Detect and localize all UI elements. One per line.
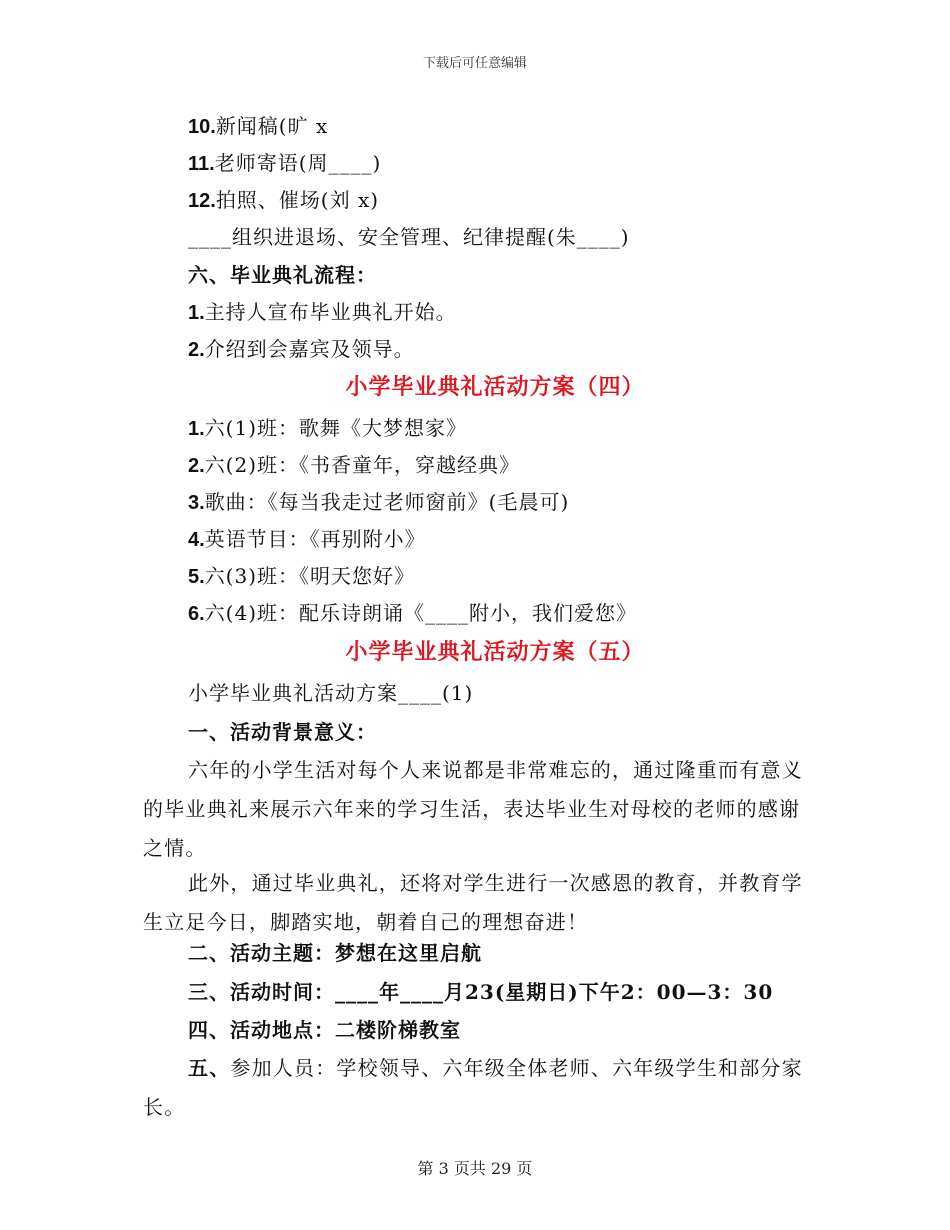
org-line: ____组织进退场、安全管理、纪律提醒(朱____) — [188, 225, 630, 249]
page-header: 下载后可任意编辑 — [422, 56, 527, 71]
section-heading: 三、活动时间：____年____月23(星期日)下午2：00—3：30 — [188, 980, 774, 1004]
list-item: 10.新闻稿(旷 x — [188, 114, 329, 138]
list-item: 1.六(1)班：歌舞《大梦想家》 — [188, 416, 468, 440]
section-heading: 一、活动背景意义： — [188, 720, 377, 744]
paragraph: 此外，通过毕业典礼，还将对学生进行一次感恩的教育，并教育学生立足今日，脚踏实地，朝着自己的理想奋进！ — [143, 871, 803, 934]
page-footer: 第 3 页共 29 页 — [417, 1159, 533, 1178]
section-heading: 六、毕业典礼流程： — [188, 263, 377, 287]
paragraph: 六年的小学生活对每个人来说都是非常难忘的，通过隆重而有意义的毕业典礼来展示六年来的学习生活，表达毕业生对母校的老师的感谢之情。 — [143, 758, 803, 860]
list-item: 1.主持人宣布毕业典礼开始。 — [188, 300, 457, 324]
section-heading: 二、活动主题：梦想在这里启航 — [188, 941, 482, 965]
list-item: 2.介绍到会嘉宾及领导。 — [188, 337, 415, 361]
list-item: 12.拍照、催场(刘 x) — [188, 188, 380, 212]
list-item: 3.歌曲：《每当我走过老师窗前》(毛晨可) — [188, 490, 570, 514]
list-item: 11.老师寄语(周____) — [188, 151, 382, 175]
section-heading: 四、活动地点：二楼阶梯教室 — [188, 1018, 461, 1042]
list-item: 4.英语节目：《再别附小》 — [188, 527, 426, 551]
section-title: 小学毕业典礼活动方案（五） — [345, 639, 645, 665]
subtitle: 小学毕业典礼活动方案____(1) — [188, 681, 474, 705]
paragraph: 五、参加人员：学校领导、六年级全体老师、六年级学生和部分家长。 — [143, 1056, 803, 1119]
section-title: 小学毕业典礼活动方案（四） — [345, 374, 645, 400]
list-item: 6.六(4)班：配乐诗朗诵《____附小，我们爱您》 — [188, 601, 638, 625]
list-item: 2.六(2)班：《书香童年，穿越经典》 — [188, 453, 521, 477]
list-item: 5.六(3)班：《明天您好》 — [188, 564, 416, 588]
